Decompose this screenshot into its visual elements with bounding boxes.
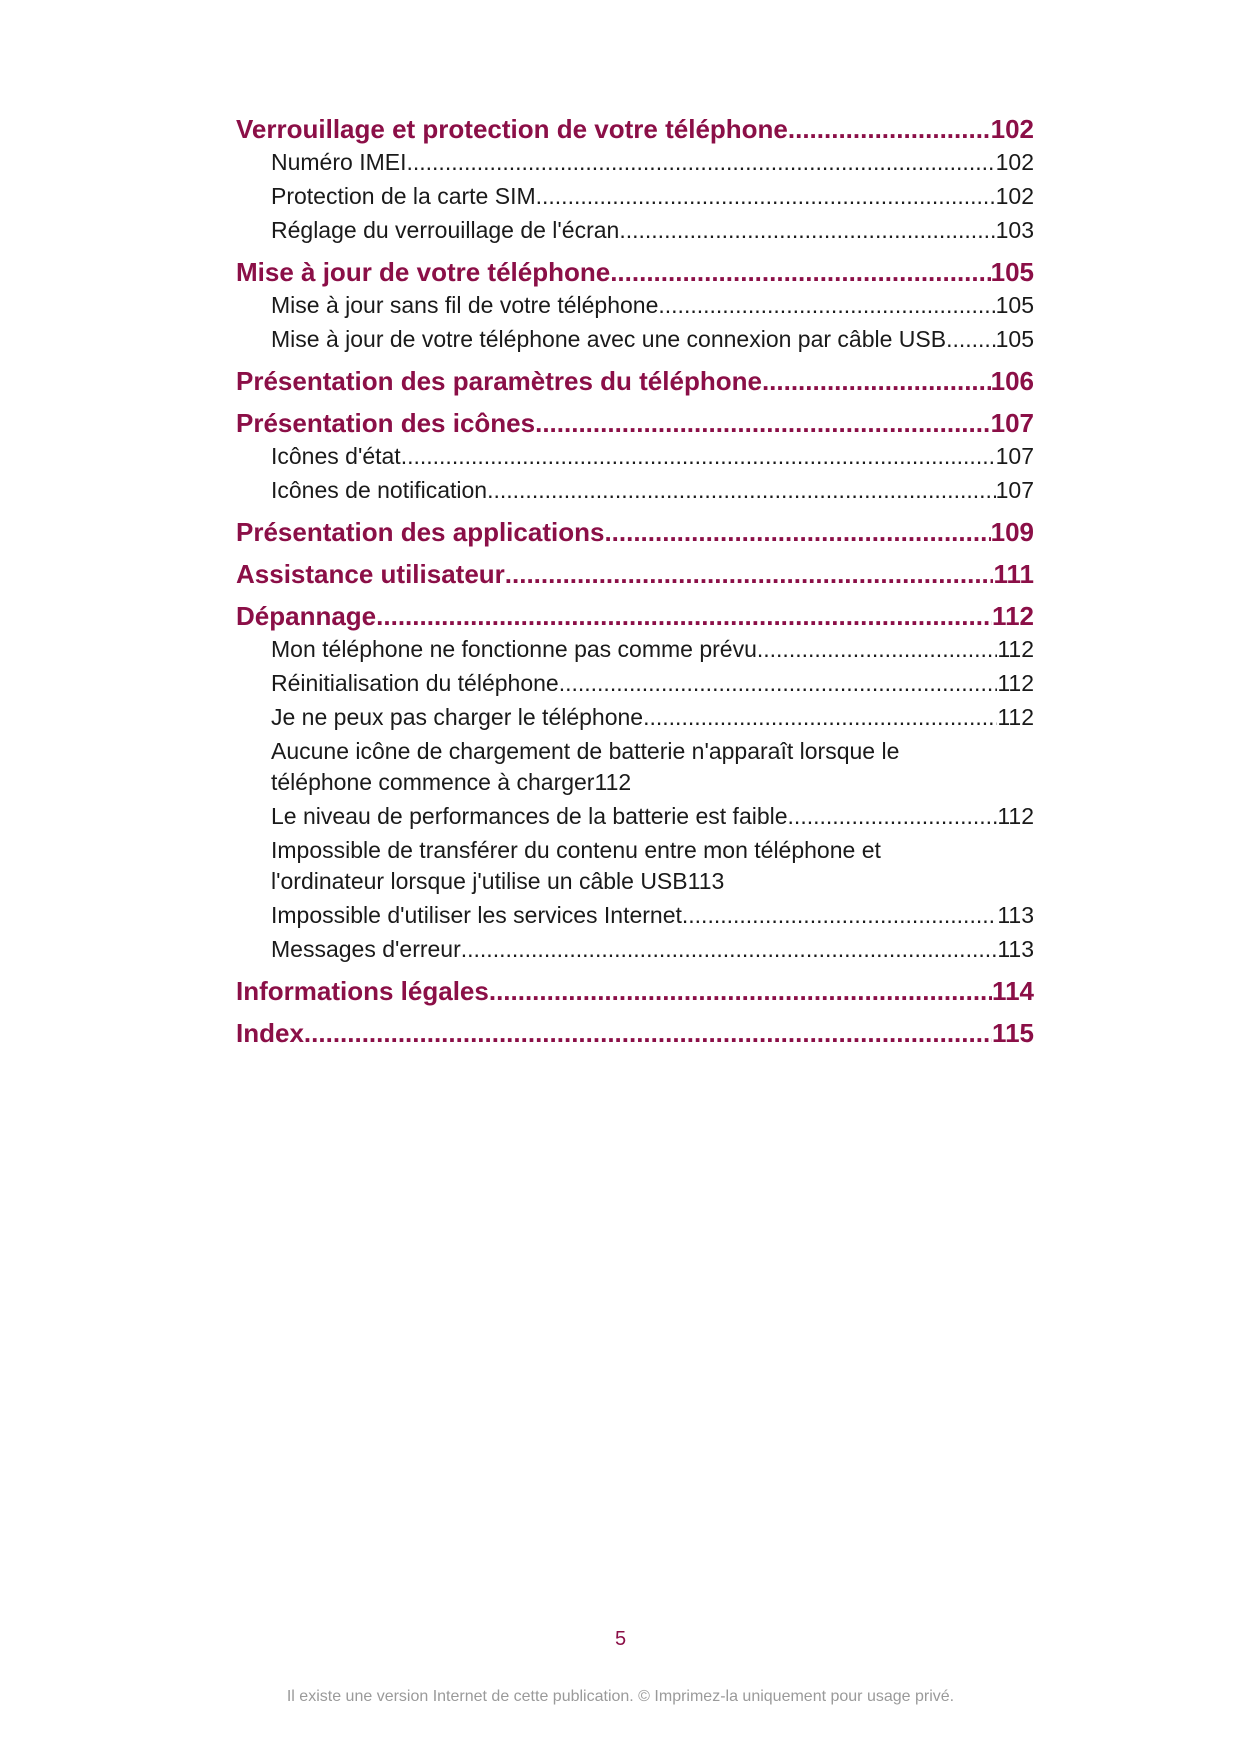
toc-chapter-entry[interactable] [236, 257, 1034, 287]
toc-dot-leader [619, 216, 995, 245]
toc-dot-leader [489, 976, 992, 1006]
toc-page-number: 113 [687, 868, 725, 894]
toc-page-number: 112 [997, 704, 1034, 730]
toc-dot-leader [461, 935, 998, 964]
toc-dot-leader [604, 517, 990, 547]
toc-entry-label: Protection de la carte SIM [271, 183, 536, 209]
toc-page-number: 102 [995, 149, 1034, 175]
toc-entry-label: Mise à jour de votre téléphone [236, 257, 611, 287]
toc-page-number: 107 [995, 477, 1034, 503]
toc-section-entry[interactable] [236, 182, 1034, 211]
toc-page-number: 107 [990, 408, 1034, 438]
toc-dot-leader [401, 442, 996, 471]
toc-entry-label: Numéro IMEI [271, 149, 407, 175]
toc-page-number: 111 [993, 559, 1034, 589]
toc-section-entry[interactable] [236, 669, 1034, 698]
toc-dot-leader [304, 1018, 992, 1048]
toc-entry-label: Informations légales [236, 976, 489, 1006]
toc-dot-leader [610, 257, 990, 287]
toc-entry-label-line1: Impossible de transférer du contenu entre mon téléphone et [271, 837, 881, 863]
toc-section-entry[interactable] [236, 291, 1034, 320]
footer-note: Il existe une version Internet de cette publication. © Imprimez-la uniquement pour usage privé. [286, 1688, 955, 1705]
toc-chapter-entry[interactable] [236, 408, 1034, 438]
toc-page-number: 102 [995, 183, 1034, 209]
toc-section-entry[interactable] [236, 635, 1034, 664]
toc-chapter-entry[interactable] [236, 114, 1034, 144]
toc-dot-leader [952, 325, 995, 354]
toc-entry-label: Assistance utilisateur [236, 559, 505, 589]
toc-dot-leader [762, 366, 991, 396]
toc-dot-leader [406, 148, 995, 177]
toc-entry-last-line [271, 867, 1034, 896]
toc-entry-label: Je ne peux pas charger le téléphone [271, 704, 644, 730]
toc-dot-leader [487, 476, 996, 505]
toc-entry-label: Mise à jour de votre téléphone avec une connexion par câble USB. [271, 326, 953, 352]
toc-entry-label: Présentation des icônes [236, 408, 536, 438]
toc-entry-label: Impossible d'utiliser les services Internet [271, 902, 682, 928]
toc-section-entry[interactable] [236, 901, 1034, 930]
toc-page-number: 103 [995, 217, 1034, 243]
toc-dot-leader [788, 114, 991, 144]
toc-dot-leader [682, 901, 997, 930]
toc-entry-label: Réglage du verrouillage de l'écran [271, 217, 620, 243]
toc-section-entry[interactable] [236, 737, 1034, 797]
toc-entry-label: Icônes de notification [271, 477, 488, 503]
toc-page-number: 107 [995, 443, 1034, 469]
toc-page-number: 113 [997, 936, 1034, 962]
toc-entry-label: Verrouillage et protection de votre téléphone [236, 114, 788, 144]
toc-entry-label: Présentation des applications [236, 517, 605, 547]
toc-section-entry[interactable] [236, 476, 1034, 505]
toc-section-entry[interactable] [236, 216, 1034, 245]
toc-dot-leader [788, 802, 998, 831]
toc-entry-label: l'ordinateur lorsque j'utilise un câble USB [271, 868, 688, 894]
toc-chapter-entry[interactable] [236, 366, 1034, 396]
toc-dot-leader [559, 669, 998, 698]
toc-section-entry[interactable] [236, 442, 1034, 471]
toc-dot-leader [643, 703, 997, 732]
toc-page-number: 112 [997, 803, 1034, 829]
toc-entry-label: Dépannage [236, 601, 377, 631]
toc-page-number: 105 [995, 292, 1034, 318]
toc-dot-leader [658, 291, 995, 320]
toc-chapter-entry[interactable] [236, 976, 1034, 1006]
toc-page-number: 112 [992, 601, 1034, 631]
toc-page-number: 112 [997, 636, 1034, 662]
toc-page-number: 105 [995, 326, 1034, 352]
toc-section-entry[interactable] [236, 802, 1034, 831]
toc-page-number: 105 [990, 257, 1034, 287]
toc-dot-leader [535, 408, 991, 438]
toc-entry-label: Le niveau de performances de la batterie est faible [271, 803, 788, 829]
table-of-contents [236, 114, 1034, 1048]
toc-chapter-entry[interactable] [236, 517, 1034, 547]
toc-page-number: 102 [990, 114, 1034, 144]
toc-entry-label: Index [236, 1018, 304, 1048]
toc-chapter-entry[interactable] [236, 601, 1034, 631]
toc-page-number: 112 [997, 670, 1034, 696]
toc-entry-label: Mon téléphone ne fonctionne pas comme prévu [271, 636, 757, 662]
toc-page-number: 114 [992, 976, 1034, 1006]
toc-page-number: 115 [992, 1018, 1034, 1048]
toc-dot-leader [757, 635, 997, 664]
toc-page-number: 112 [594, 769, 632, 795]
toc-entry-label: Réinitialisation du téléphone [271, 670, 559, 696]
toc-section-entry[interactable] [236, 148, 1034, 177]
toc-dot-leader [505, 559, 994, 589]
toc-entry-label: Mise à jour sans fil de votre téléphone [271, 292, 659, 318]
toc-section-entry[interactable] [236, 325, 1034, 354]
toc-dot-leader [536, 182, 996, 211]
toc-chapter-entry[interactable] [236, 1018, 1034, 1048]
toc-page-number: 113 [997, 902, 1034, 928]
toc-chapter-entry[interactable] [236, 559, 1034, 589]
toc-entry-label: Messages d'erreur [271, 936, 461, 962]
toc-section-entry[interactable] [236, 935, 1034, 964]
page-number: 5 [614, 1628, 627, 1650]
toc-section-entry[interactable] [236, 836, 1034, 896]
toc-page-number: 109 [990, 517, 1034, 547]
toc-page-number: 106 [990, 366, 1034, 396]
toc-entry-label: Présentation des paramètres du téléphone [236, 366, 762, 396]
toc-dot-leader [376, 601, 992, 631]
toc-entry-last-line [271, 768, 1034, 797]
toc-section-entry[interactable] [236, 703, 1034, 732]
toc-entry-label: téléphone commence à charger [271, 769, 595, 795]
toc-entry-label-line1: Aucune icône de chargement de batterie n'apparaît lorsque le [271, 738, 900, 764]
toc-entry-label: Icônes d'état [271, 443, 401, 469]
